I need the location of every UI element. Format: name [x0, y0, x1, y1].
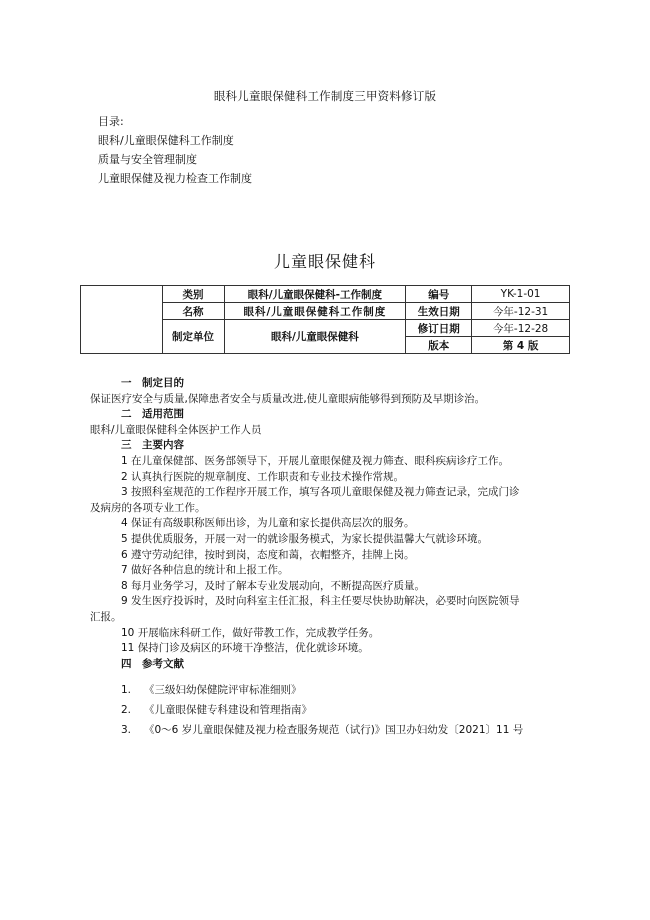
- reference-text: 《0～6 岁儿童眼保健及视力检查服务规范（试行)》国卫办妇幼发〔2021〕11 号: [144, 724, 524, 736]
- reference-item: [121, 680, 523, 700]
- issuer-value: 眼科/儿童眼保健科: [224, 320, 406, 354]
- table-of-contents: [98, 112, 252, 188]
- reference-list: [121, 680, 523, 740]
- department-title: 儿童眼保健科: [273, 252, 376, 271]
- category-value: 眼科/儿童眼保健科-工作制度: [224, 286, 406, 303]
- document-info-table: [80, 285, 570, 354]
- section-heading: 二 适用范围: [121, 408, 184, 421]
- section-text: 眼科/儿童眼保健科全体医护工作人员: [90, 423, 262, 436]
- document-body: [90, 376, 558, 672]
- section-heading: 三 主要内容: [121, 439, 184, 452]
- effective-date-label: 生效日期: [406, 303, 472, 320]
- list-item: 5 提供优质服务，开展一对一的就诊服务模式，为家长提供温馨大气就诊环境。: [121, 532, 489, 545]
- effective-date-value: 今年-12-31: [472, 303, 570, 320]
- list-item: 11 保持门诊及病区的环境干净整洁，优化就诊环境。: [121, 642, 369, 655]
- reference-item: [121, 700, 523, 720]
- reference-number: 3.: [121, 724, 132, 736]
- toc-item: 儿童眼保健及视力检查工作制度: [98, 172, 252, 185]
- name-label: 名称: [162, 303, 224, 320]
- list-item: 3 按照科室规范的工作程序开展工作，填写各项儿童眼保健及视力筛查记录，完成门诊: [121, 486, 520, 499]
- list-item-continuation: 汇报。: [90, 610, 122, 623]
- section-heading: 一 制定目的: [121, 377, 184, 389]
- list-item: 10 开展临床科研工作，做好带教工作，完成教学任务。: [121, 626, 380, 639]
- section-text: 保证医疗安全与质量,保障患者安全与质量改进,使儿童眼病能够得到预防及早期诊治。: [90, 392, 486, 405]
- list-item: 1 在儿童保健部、医务部领导下，开展儿童眼保健及视力筛查、眼科疾病诊疗工作。: [121, 454, 510, 467]
- version-label: 版本: [406, 337, 472, 354]
- list-item-continuation: 及病房的各项专业工作。: [90, 501, 206, 514]
- issuer-label: 制定单位: [162, 320, 224, 354]
- section-heading: 四 参考文献: [121, 657, 184, 670]
- reference-item: [121, 720, 523, 740]
- revision-date-label: 修订日期: [406, 320, 472, 337]
- document-title: 眼科儿童眼保健科工作制度三甲资料修订版: [213, 89, 437, 103]
- reference-number: 2.: [121, 704, 132, 716]
- name-value: 眼科/儿童眼保健科工作制度: [224, 303, 406, 320]
- reference-text: 《三级妇幼保健院评审标准细则》: [144, 684, 302, 696]
- code-value: YK-1-01: [472, 286, 570, 303]
- toc-item: 眼科/儿童眼保健科工作制度: [98, 134, 234, 147]
- category-label: 类别: [162, 286, 224, 303]
- reference-text: 《儿童眼保健专科建设和管理指南》: [144, 704, 312, 716]
- blank-cell: [81, 286, 163, 354]
- list-item: 2 认真执行医院的规章制度、工作职责和专业技术操作常规。: [121, 470, 405, 483]
- list-item: 9 发生医疗投诉时，及时向科室主任汇报，科主任要尽快协助解决，必要时向医院领导: [121, 595, 520, 608]
- list-item: 7 做好各种信息的统计和上报工作。: [121, 564, 289, 577]
- revision-date-value: 今年-12-28: [472, 320, 570, 337]
- code-label: 编号: [406, 286, 472, 303]
- toc-item: 质量与安全管理制度: [98, 153, 197, 166]
- reference-number: 1.: [121, 684, 132, 696]
- list-item: 6 遵守劳动纪律，按时到岗，态度和蔼，衣帽整齐，挂牌上岗。: [121, 548, 415, 561]
- toc-label: 目录:: [98, 115, 124, 128]
- version-value: 第 4 版: [472, 337, 570, 354]
- list-item: 8 每月业务学习，及时了解本专业发展动向，不断提高医疗质量。: [121, 579, 426, 592]
- list-item: 4 保证有高级职称医师出诊，为儿童和家长提供高层次的服务。: [121, 517, 415, 530]
- table-row: [81, 286, 570, 303]
